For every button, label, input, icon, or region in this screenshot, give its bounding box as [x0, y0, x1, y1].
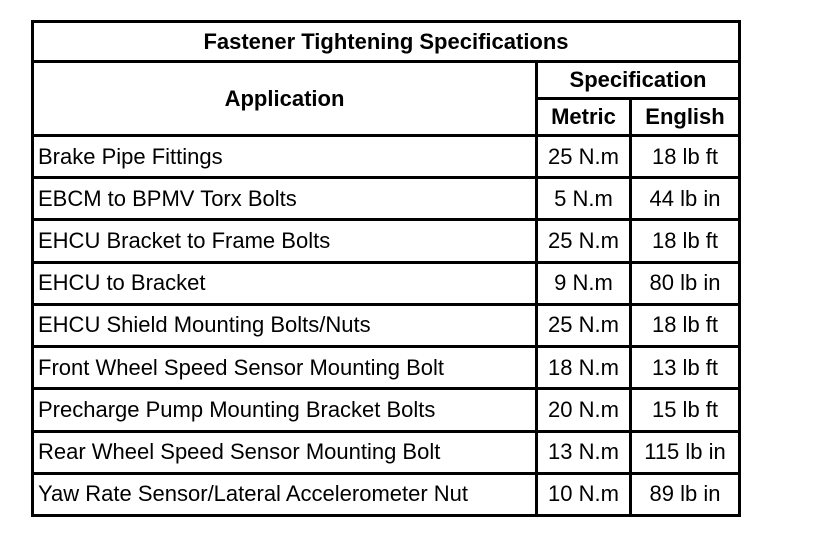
application-cell: EHCU Shield Mounting Bolts/Nuts — [33, 304, 537, 346]
english-cell: 15 lb ft — [631, 389, 740, 431]
english-cell: 80 lb in — [631, 262, 740, 304]
application-cell: Yaw Rate Sensor/Lateral Accelerometer Nut — [33, 473, 537, 515]
table-row — [33, 220, 740, 262]
metric-cell: 13 N.m — [537, 431, 631, 473]
metric-cell: 5 N.m — [537, 178, 631, 220]
specification-header: Specification — [537, 62, 740, 99]
metric-cell: 25 N.m — [537, 304, 631, 346]
application-cell: EHCU to Bracket — [33, 262, 537, 304]
fastener-spec-table — [31, 20, 741, 517]
english-cell: 18 lb ft — [631, 304, 740, 346]
table-row — [33, 178, 740, 220]
table-title: Fastener Tightening Specifications — [33, 22, 740, 62]
table-row — [33, 136, 740, 178]
application-header: Application — [33, 62, 537, 136]
application-cell: EHCU Bracket to Frame Bolts — [33, 220, 537, 262]
metric-cell: 18 N.m — [537, 347, 631, 389]
table-row — [33, 262, 740, 304]
application-cell: Brake Pipe Fittings — [33, 136, 537, 178]
metric-cell: 10 N.m — [537, 473, 631, 515]
application-cell: Rear Wheel Speed Sensor Mounting Bolt — [33, 431, 537, 473]
table-row — [33, 304, 740, 346]
english-cell: 13 lb ft — [631, 347, 740, 389]
english-header: English — [631, 99, 740, 136]
english-cell: 89 lb in — [631, 473, 740, 515]
metric-cell: 25 N.m — [537, 136, 631, 178]
english-cell: 115 lb in — [631, 431, 740, 473]
metric-cell: 20 N.m — [537, 389, 631, 431]
table-row — [33, 389, 740, 431]
table-row — [33, 347, 740, 389]
english-cell: 18 lb ft — [631, 220, 740, 262]
metric-header: Metric — [537, 99, 631, 136]
application-cell: Precharge Pump Mounting Bracket Bolts — [33, 389, 537, 431]
table-row — [33, 431, 740, 473]
metric-cell: 9 N.m — [537, 262, 631, 304]
english-cell: 18 lb ft — [631, 136, 740, 178]
application-cell: EBCM to BPMV Torx Bolts — [33, 178, 537, 220]
metric-cell: 25 N.m — [537, 220, 631, 262]
english-cell: 44 lb in — [631, 178, 740, 220]
table-row — [33, 473, 740, 515]
application-cell: Front Wheel Speed Sensor Mounting Bolt — [33, 347, 537, 389]
